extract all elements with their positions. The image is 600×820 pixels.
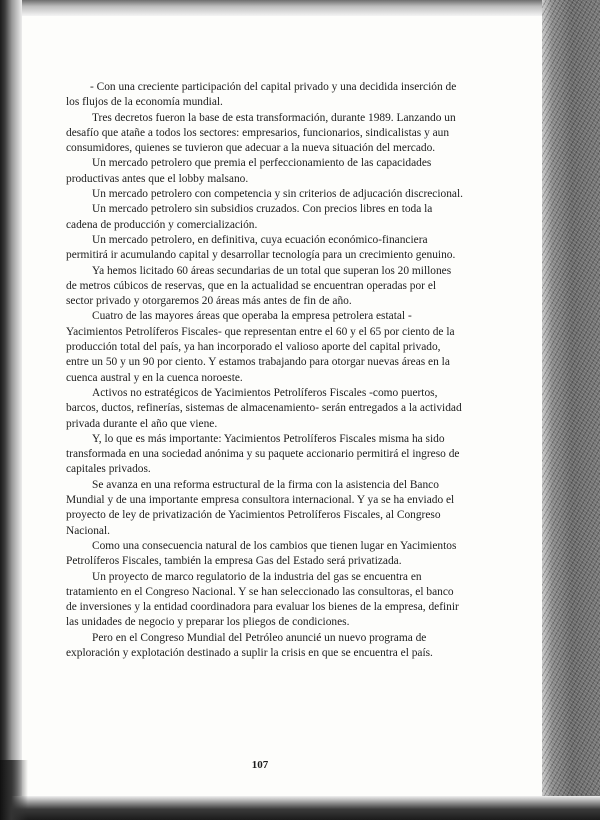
page-number: 107 — [251, 759, 269, 771]
paragraph: Un mercado petrolero con competencia y sin criterios de adjucación discrecional. — [92, 188, 463, 201]
paragraph: Cuatro de las mayores áreas que operaba la empresa petrolera estatal - Yacimientos Petrolíferos Fiscales- que representan entre el 60 y el 65 por ciento de la producción total del país, ya han incorporado el valioso aporte del capital privado, entre un 50 y un 90 por ciento. Y estamos trabajando para otorgar nuevas áreas en la cuenca austral y en la cuenca noroeste. — [66, 310, 455, 384]
paragraph: Un mercado petrolero sin subsidios cruzados. Con precios libres en toda la cadena de producción y comercialización. — [66, 203, 433, 231]
paragraph: Ya hemos licitado 60 áreas secundarias de un total que superan los 20 millones de metros cúbicos de reservas, que en la actualidad se encuentran operadas por el sector privado y otorgaremos 20 áreas más antes de fin de año. — [66, 264, 452, 308]
scan-corner-bottom-left — [0, 760, 28, 820]
paragraph: Un mercado petrolero, en definitiva, cuya ecuación económico-financiera permitirá ir acumulando capital y desarrollar tecnología para un crecimiento genuino. — [66, 233, 456, 262]
scan-edge-top — [10, 0, 550, 16]
paragraph: Como una consecuencia natural de los cambios que tienen lugar en Yacimientos Petrolíferos Fiscales, también la empresa Gas del Estado será privatizada. — [66, 539, 457, 568]
paragraph: Un proyecto de marco regulatorio de la industria del gas se encuentra en tratamiento en el Congreso Nacional. Y se han seleccionado las consultoras, el banco de inversiones y la entidad coordinadora para evaluar los bienes de la empresa, definir las unidades de negocio y preparar los pliegos de condiciones. — [66, 570, 459, 629]
scan-edge-left — [0, 0, 22, 820]
paragraph: Se avanza en una reforma estructural de la firma con la asistencia del Banco Mundial y de una importante empresa consultora internacional. Y ya se ha enviado el proyecto de ley de privatización de Yacimientos Petrolíferos Fiscales, al Congreso Nacional. — [66, 478, 455, 537]
paragraph: Activos no estratégicos de Yacimientos Petrolíferos Fiscales -como puertos, barcos, ductos, refinerías, sistemas de almacenamiento- serán entregados a la actividad privada durante el año que viene. — [66, 386, 462, 430]
scan-edge-right — [542, 0, 600, 820]
scan-edge-bottom — [0, 796, 600, 820]
paragraph: Pero en el Congreso Mundial del Petróleo anuncié un nuevo programa de exploración y explotación destinado a suplir la crisis en que se encuentra el país. — [66, 631, 433, 659]
paragraph: - Con una creciente participación del capital privado y una decidida inserción de los flujos de la economía mundial. — [66, 81, 457, 109]
paragraph: Y, lo que es más importante: Yacimientos Petrolíferos Fiscales misma ha sido transformada en una sociedad anónima y su paquete accionario permitirá el ingreso de capitales privados. — [66, 432, 460, 476]
paragraph: Tres decretos fueron la base de esta transformación, durante 1989. Lanzando un desafío que atañe a todos los sectores: empresarios, funcionarios, sindicalistas y aun consumidores, quienes se tuvieron que adecuar a la nueva situación del mercado. — [66, 111, 456, 155]
body-text — [66, 80, 464, 661]
paragraph: Un mercado petrolero que premia el perfeccionamiento de las capacidades productivas antes que el lobby malsano. — [66, 157, 432, 185]
